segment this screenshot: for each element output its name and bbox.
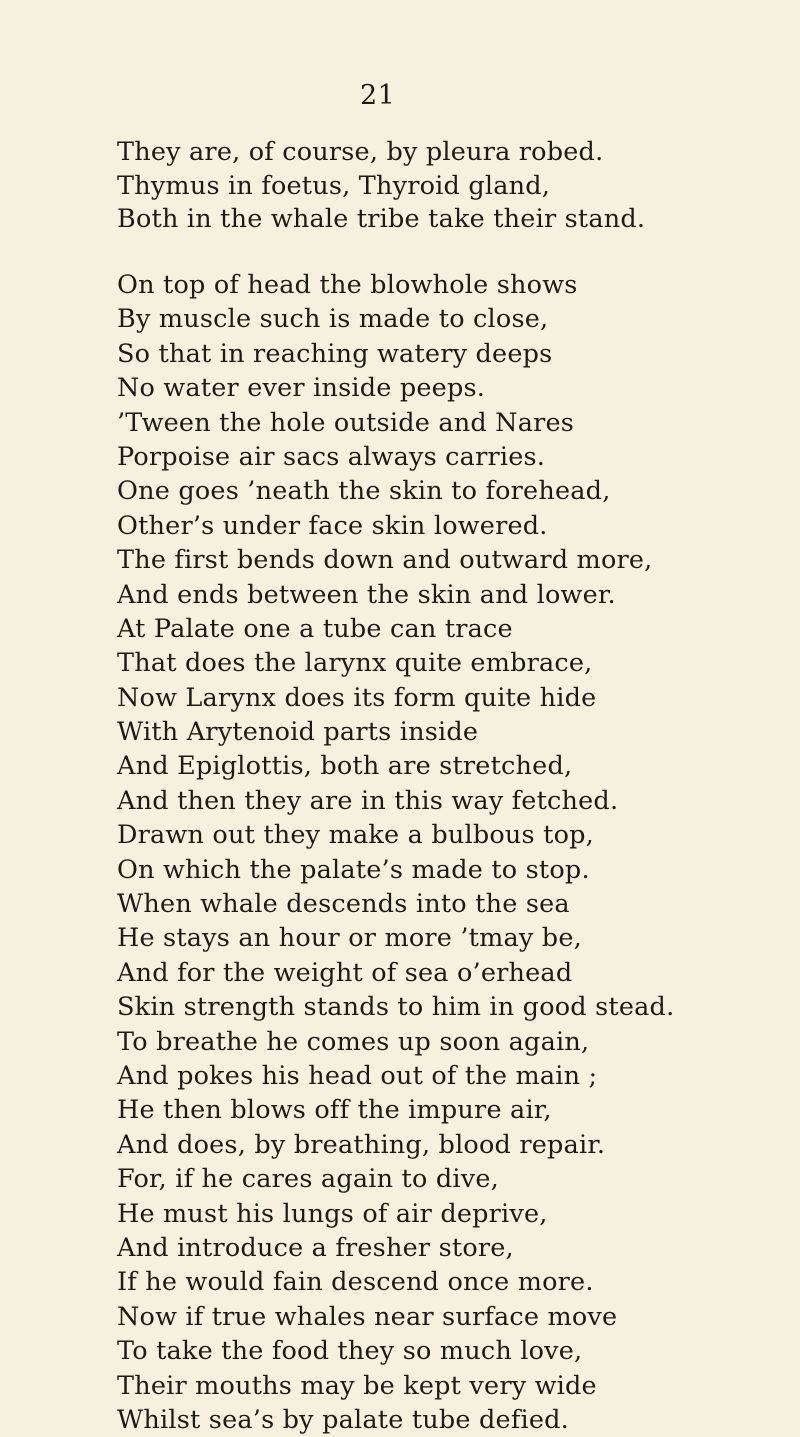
verse-line: One goes ’neath the skin to forehead, bbox=[117, 476, 611, 507]
verse-line: To breathe he comes up soon again, bbox=[117, 1026, 590, 1057]
verse-line: And for the weight of sea o’erhead bbox=[117, 957, 573, 988]
verse-line: And introduce a fresher store, bbox=[117, 1232, 514, 1263]
verse-line: Other’s under face skin lowered. bbox=[117, 510, 548, 541]
verse-line: They are, of course, by pleura robed. bbox=[117, 137, 604, 167]
verse-line: And ends between the skin and lower. bbox=[117, 579, 616, 610]
verse-line: Their mouths may be kept very wide bbox=[117, 1370, 597, 1401]
verse-line: To take the food they so much love, bbox=[117, 1336, 583, 1367]
verse-line: No water ever inside peeps. bbox=[117, 373, 486, 404]
verse-line: He must his lungs of air deprive, bbox=[117, 1198, 548, 1229]
verse-line: Now Larynx does its form quite hide bbox=[117, 682, 597, 713]
verse-line: When whale descends into the sea bbox=[117, 889, 570, 920]
verse-line: With Arytenoid parts inside bbox=[117, 717, 479, 748]
verse-line: On top of head the blowhole shows bbox=[117, 270, 578, 300]
verse-line: He then blows off the impure air, bbox=[117, 1095, 552, 1126]
verse-line: Whilst sea’s by palate tube defied. bbox=[117, 1404, 569, 1435]
verse-line: Now if true whales near surface move bbox=[117, 1301, 618, 1332]
verse-line: Thymus in foetus, Thyroid gland, bbox=[117, 170, 551, 201]
verse-line: Porpoise air sacs always carries. bbox=[117, 441, 546, 472]
verse-line: And Epiglottis, both are stretched, bbox=[117, 751, 573, 782]
verse-line: Drawn out they make a bulbous top, bbox=[117, 820, 594, 851]
verse-line: On which the palate’s made to stop. bbox=[117, 854, 590, 885]
stanza-2 bbox=[117, 268, 797, 1437]
verse-line: ’Tween the hole outside and Nares bbox=[117, 407, 575, 438]
verse-line: He stays an hour or more ’tmay be, bbox=[117, 923, 582, 954]
verse-line: And pokes his head out of the main ; bbox=[117, 1060, 598, 1091]
verse-line: At Palate one a tube can trace bbox=[117, 613, 513, 644]
stanza-1 bbox=[117, 136, 797, 237]
verse-line: By muscle such is made to close, bbox=[117, 304, 549, 335]
verse-line: If he would fain descend once more. bbox=[117, 1267, 594, 1298]
verse-line: Skin strength stands to him in good stead. bbox=[117, 992, 675, 1023]
verse-line: The first bends down and outward more, bbox=[117, 545, 653, 576]
verse-line: So that in reaching watery deeps bbox=[117, 338, 553, 369]
verse-line: That does the larynx quite embrace, bbox=[117, 648, 593, 679]
verse-line: And does, by breathing, blood repair. bbox=[117, 1129, 606, 1160]
verse-line: For, if he cares again to dive, bbox=[117, 1164, 499, 1195]
verse-line: And then they are in this way fetched. bbox=[117, 785, 619, 816]
page-number: 21 bbox=[360, 80, 396, 111]
verse-line: Both in the whale tribe take their stand. bbox=[117, 204, 646, 234]
